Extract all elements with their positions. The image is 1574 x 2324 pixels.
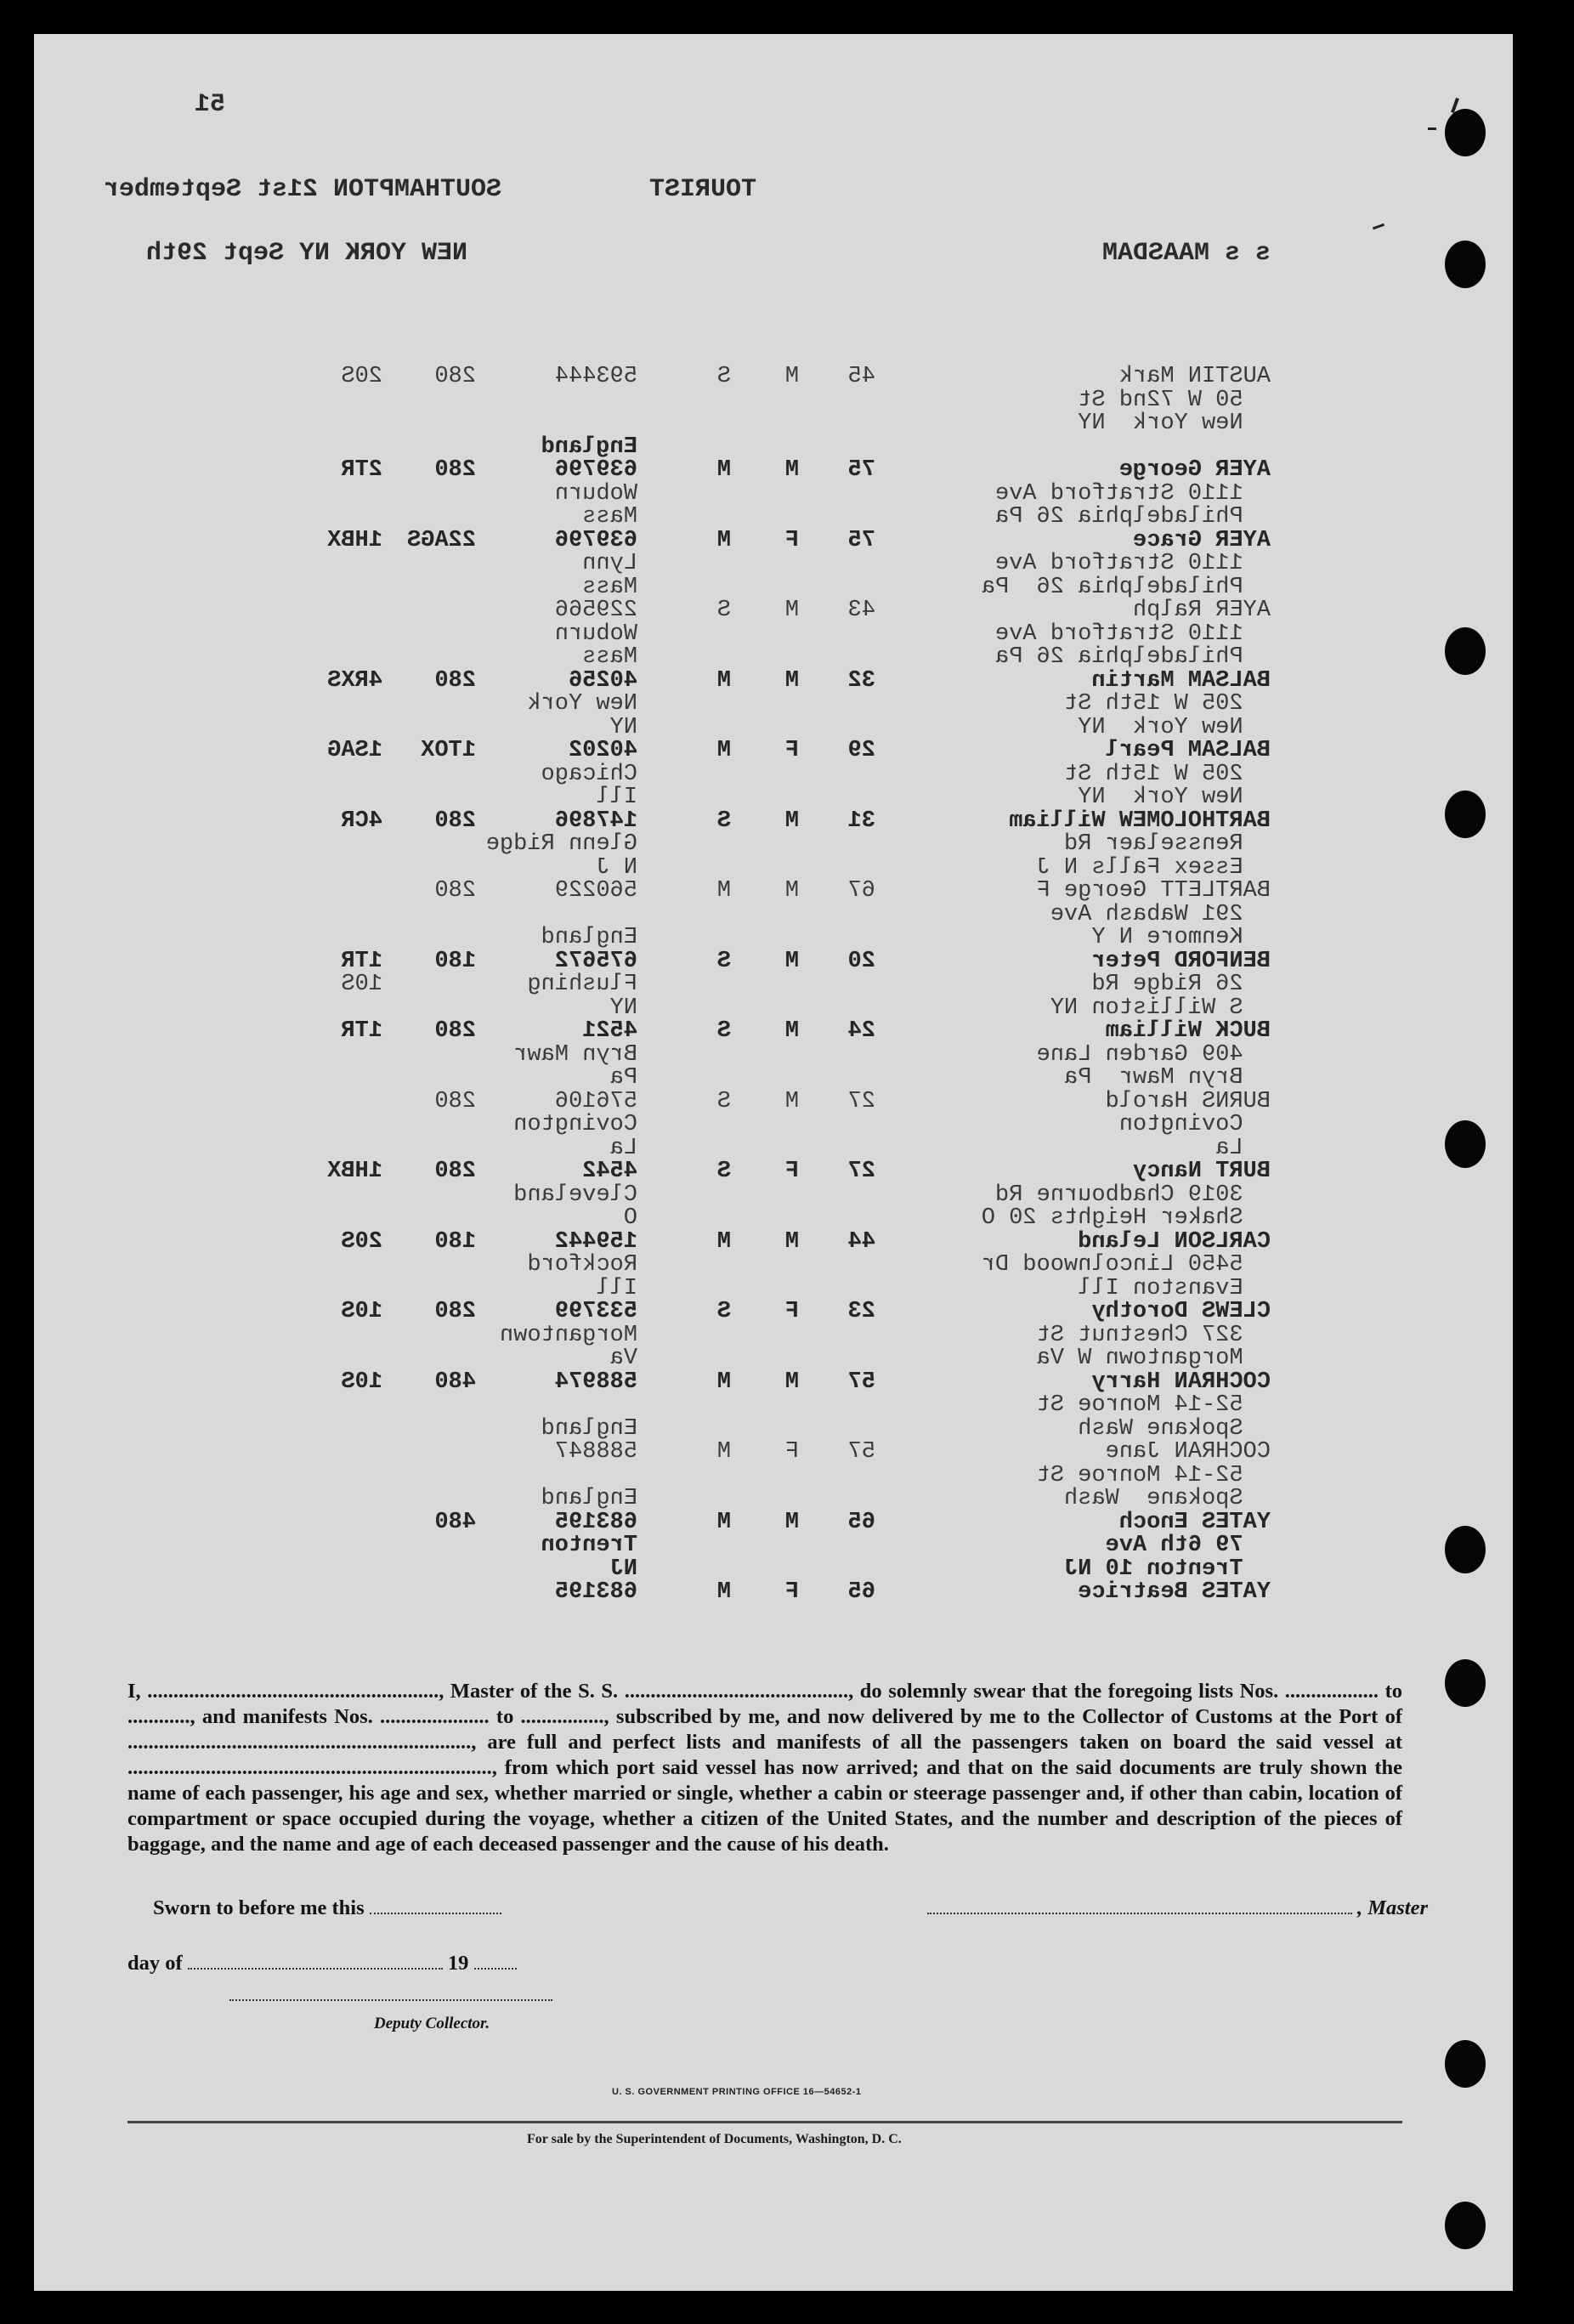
cell-name: S Williston NY <box>1050 995 1271 1021</box>
cell-no: 675672 <box>554 948 637 974</box>
cell-sex: M <box>784 948 799 974</box>
cell-name: AYER Grace <box>1132 527 1271 553</box>
manifest-row <box>34 366 1513 389</box>
manifest-row <box>34 810 1513 834</box>
master-label: , Master <box>1356 1896 1428 1919</box>
manifest-row <box>34 459 1513 483</box>
punch-hole <box>1445 2040 1486 2088</box>
cell-name: New York NY <box>1078 785 1271 810</box>
cell-name: CLEWS Dorothy <box>1091 1299 1271 1324</box>
manifest-row <box>34 1114 1513 1137</box>
cell-cmp: 10S <box>341 1299 382 1324</box>
cell-no: Pa <box>609 1065 637 1091</box>
cell-age: 65 <box>847 1509 875 1535</box>
cell-no: N J <box>596 854 637 881</box>
manifest-row <box>34 1228 1513 1255</box>
master-signature <box>927 1896 1428 1920</box>
cell-name: YATES Beatrice <box>1078 1579 1271 1605</box>
cell-cmp: 10S <box>341 972 382 997</box>
cell-ms: S <box>716 364 731 389</box>
cell-cls: 180 <box>434 1228 476 1255</box>
cell-no: 683195 <box>554 1509 637 1535</box>
cell-name: New York NY <box>1078 411 1271 436</box>
cell-no: Chicago <box>541 761 637 787</box>
manifest-row <box>34 880 1513 904</box>
manifest-row <box>34 436 1513 460</box>
printer-imprint: U. S. GOVERNMENT PRINTING OFFICE 16—54652-1 <box>612 2087 862 2097</box>
cell-name: 409 Garden Lane <box>1036 1041 1271 1068</box>
sale-notice: For sale by the Superintendent of Documents, Washington, D. C. <box>527 2132 902 2146</box>
manifest-row <box>34 667 1513 694</box>
cell-sex: M <box>784 878 799 904</box>
cell-name: New York NY <box>1078 714 1271 740</box>
cell-cmp: 20S <box>341 1228 382 1255</box>
cell-no: 593444 <box>554 364 637 389</box>
cell-no: Ill <box>596 785 637 810</box>
cell-age: 44 <box>847 1228 875 1255</box>
cell-name: 1110 Stratford Ave <box>994 551 1271 576</box>
cell-cmp: 4CR <box>341 808 382 834</box>
cell-sex: F <box>784 1159 799 1184</box>
cell-name: Spokane Wash <box>1063 1486 1271 1511</box>
cell-sex: M <box>784 1369 799 1395</box>
punch-hole <box>1445 109 1486 156</box>
cell-ms: M <box>716 878 731 904</box>
cell-name: 52-14 Monroe St <box>1036 1392 1271 1418</box>
manifest-row <box>34 1462 1513 1488</box>
cell-name: 3019 Chadbourne Rd <box>994 1182 1271 1208</box>
cell-cls: 280 <box>434 1088 476 1114</box>
manifest-row <box>34 1488 1513 1511</box>
cell-name: 1110 Stratford Ave <box>994 480 1271 507</box>
bleed-through-text <box>34 34 1513 1649</box>
cell-no: Trenton <box>541 1533 637 1558</box>
cell-no: 576106 <box>554 1088 637 1114</box>
cell-name: Bryn Mawr Pa <box>1063 1065 1271 1091</box>
cell-no: Morgantown <box>499 1322 637 1348</box>
manifest-row <box>34 1020 1513 1044</box>
cell-no: 639796 <box>554 457 637 483</box>
cell-no: England <box>541 1415 637 1442</box>
manifest-row <box>34 786 1513 810</box>
cell-sex: F <box>784 527 799 553</box>
manifest-row <box>34 1160 1513 1184</box>
year-line <box>474 1951 517 1970</box>
cell-age: 45 <box>847 364 875 389</box>
cell-sex: M <box>784 1509 799 1535</box>
cell-name: BENFORD Peter <box>1091 948 1271 974</box>
manifest-row <box>34 854 1513 881</box>
cell-name: Trenton 10 NJ <box>1063 1556 1271 1582</box>
cell-no: 159442 <box>554 1228 637 1255</box>
cell-cls: 280 <box>434 457 476 483</box>
cell-name: Philadelphia 26 Pa <box>981 574 1271 600</box>
manifest-row <box>34 1207 1513 1231</box>
cell-cls: 280 <box>434 878 476 904</box>
manifest-row <box>34 623 1513 647</box>
arrival-line: NEW YORK NY Sept 29th <box>145 239 467 268</box>
cell-age: 67 <box>847 878 875 904</box>
manifest-row <box>34 714 1513 740</box>
cell-name: BURNS Harold <box>1105 1088 1271 1114</box>
cell-no: 533799 <box>554 1299 637 1324</box>
cell-cls: 22AGS <box>406 527 476 553</box>
cell-ms: S <box>716 1159 731 1184</box>
cell-ms: M <box>716 1369 731 1395</box>
cell-name: Kenmore N Y <box>1091 925 1271 950</box>
cell-cmp: 10S <box>341 1369 382 1395</box>
cell-sex: F <box>784 738 799 763</box>
cell-cls: 480 <box>434 1369 476 1395</box>
cell-name: 5450 Lincolnwood Dr <box>981 1252 1271 1278</box>
cell-name: CARLSON Leland <box>1078 1228 1271 1255</box>
cell-no: 4521 <box>582 1018 637 1044</box>
cell-no: Mass <box>582 504 637 530</box>
punch-hole <box>1445 2202 1486 2249</box>
passenger-rows <box>34 366 1513 1605</box>
cell-cls: 480 <box>434 1509 476 1535</box>
cell-no: Mass <box>582 644 637 670</box>
cell-no: Covington <box>513 1112 637 1137</box>
cell-name: Shaker Heights 20 O <box>981 1205 1271 1231</box>
cell-age: 20 <box>847 948 875 974</box>
pencil-mark <box>1428 128 1436 130</box>
cell-cls: 180 <box>434 948 476 974</box>
cell-ms: S <box>716 808 731 834</box>
sworn-line <box>153 1896 1428 1920</box>
manifest-row <box>34 1324 1513 1348</box>
sworn-date-line <box>370 1896 501 1914</box>
cell-ms: M <box>716 1509 731 1535</box>
cell-sex: F <box>784 1439 799 1465</box>
manifest-row <box>34 997 1513 1021</box>
cell-no: New York <box>527 691 637 717</box>
footer-rule <box>127 2121 1402 2123</box>
cell-name: 327 Chestnut St <box>1036 1322 1271 1348</box>
cell-ms: S <box>716 1299 731 1324</box>
cell-no: 683195 <box>554 1579 637 1605</box>
cell-sex: M <box>784 457 799 483</box>
manifest-row <box>34 1371 1513 1395</box>
day-of-line <box>127 1951 517 1975</box>
manifest-row <box>34 1558 1513 1582</box>
cell-ms: M <box>716 667 731 694</box>
cell-no: NJ <box>609 1556 637 1582</box>
cell-age: 57 <box>847 1369 875 1395</box>
cell-no: Glenn Ridge <box>485 831 637 857</box>
cell-no: 560229 <box>554 878 637 904</box>
cell-name: COCHRAN Jane <box>1105 1439 1271 1465</box>
cell-no: England <box>541 1486 637 1511</box>
cell-ms: M <box>716 1439 731 1465</box>
deputy-collector-label: Deputy Collector. <box>374 2015 490 2032</box>
cell-age: 43 <box>847 598 875 623</box>
cell-name: Philadelphia 26 Pa <box>994 504 1271 530</box>
cell-cls: 280 <box>434 1018 476 1044</box>
cell-ms: M <box>716 527 731 553</box>
manifest-row <box>34 950 1513 974</box>
cell-sex: M <box>784 598 799 623</box>
manifest-row <box>34 973 1513 997</box>
cell-cls: 280 <box>434 364 476 389</box>
manifest-row <box>34 1394 1513 1418</box>
cell-no: Bryn Mawr <box>513 1041 637 1068</box>
cell-no: Lynn <box>582 551 637 576</box>
cell-ms: S <box>716 1018 731 1044</box>
year-label: 19 <box>447 1952 469 1975</box>
cell-no: Flushing <box>527 972 637 997</box>
cell-cmp: 1TR <box>341 948 382 974</box>
cell-name: AUSTIN Mark <box>1118 364 1271 389</box>
manifest-row <box>34 1041 1513 1068</box>
manifest-row <box>34 1415 1513 1442</box>
cell-no: La <box>609 1135 637 1161</box>
punch-hole <box>1445 1120 1486 1168</box>
cell-name: La <box>1215 1135 1271 1161</box>
cell-ms: M <box>716 1228 731 1255</box>
cell-name: 79 6th Ave <box>1105 1533 1271 1558</box>
oath-paragraph: I, ........................................................, Master of the S. S. ..........................................., do solemnly swear that the foregoing lists Nos. .................. to ............, and manifests Nos. ..................... to ................, subscribed by me, and now delivered by me to the Collector of Customs at the Port of .................................................................., are full and perfect lists and manifests of all the passengers taken on board the said vessel at ......................................................................, from which port said vessel has now arrived; and that on the said documents are truly shown the name of each passenger, his age and sex, whether married or single, whether a cabin or steerage passenger and, if other than cabin, location of compartment or space occupied during the voyage, whether a citizen of the United States, and the number and description of the pieces of baggage, and the name and age of each deceased passenger and the cause of his death. <box>127 1680 1402 1856</box>
cell-name: BALSAM Martin <box>1091 667 1271 694</box>
cell-cmp: 1TR <box>341 1018 382 1044</box>
cell-sex: M <box>784 364 799 389</box>
cell-name: 52-14 Monroe St <box>1036 1462 1271 1488</box>
cell-name: Essex Falls N J <box>1036 854 1271 881</box>
cell-name: COCHRAN Harry <box>1091 1369 1271 1395</box>
manifest-row <box>34 1534 1513 1558</box>
manifest-row <box>34 901 1513 927</box>
manifest-row <box>34 1301 1513 1324</box>
manifest-row <box>34 1511 1513 1535</box>
cell-age: 57 <box>847 1439 875 1465</box>
cell-no: Woburn <box>554 480 637 507</box>
manifest-row <box>34 1254 1513 1278</box>
cell-cmp: 1SAG <box>327 738 382 763</box>
cell-ms: M <box>716 457 731 483</box>
cell-name: BUCK William <box>1105 1018 1271 1044</box>
cell-ms: S <box>716 948 731 974</box>
punch-hole <box>1445 627 1486 675</box>
cell-cmp: 2TR <box>341 457 382 483</box>
cell-no: NY <box>609 714 637 740</box>
day-line <box>188 1951 443 1970</box>
cell-name: Evanston Ill <box>1078 1275 1271 1301</box>
sworn-label: Sworn to before me this <box>153 1896 365 1919</box>
cell-age: 24 <box>847 1018 875 1044</box>
cell-ms: M <box>716 1579 731 1605</box>
cell-name: AYER George <box>1118 457 1271 483</box>
day-of-label: day of <box>127 1952 183 1975</box>
cell-sex: M <box>784 808 799 834</box>
cell-age: 27 <box>847 1159 875 1184</box>
manifest-row <box>34 480 1513 507</box>
cell-no: 147896 <box>554 808 637 834</box>
cell-no: 4542 <box>582 1159 637 1184</box>
cell-no: NY <box>609 995 637 1021</box>
cell-no: 588847 <box>554 1439 637 1465</box>
cell-cmp: 1HBX <box>327 1159 382 1184</box>
cell-no: England <box>541 434 637 460</box>
cell-name: Spokane Wash <box>1078 1415 1271 1442</box>
cell-name: BARTLETT George F <box>1036 878 1271 904</box>
cell-name: 1110 Stratford Ave <box>994 621 1271 647</box>
cell-no: Woburn <box>554 621 637 647</box>
cell-sex: M <box>784 667 799 694</box>
manifest-sheet <box>34 34 1513 2291</box>
manifest-row <box>34 1581 1513 1605</box>
cell-no: 40202 <box>568 738 637 763</box>
cell-sex: F <box>784 1299 799 1324</box>
cell-sex: F <box>784 1579 799 1605</box>
cell-age: 31 <box>847 808 875 834</box>
cell-no: Ill <box>596 1275 637 1301</box>
manifest-row <box>34 833 1513 857</box>
cell-ms: M <box>716 738 731 763</box>
cell-cmp: 1HBX <box>327 527 382 553</box>
cell-age: 29 <box>847 738 875 763</box>
manifest-row <box>34 1275 1513 1301</box>
vessel-name: s s MAASDAM <box>1101 239 1271 268</box>
manifest-row <box>34 1137 1513 1161</box>
cell-no: Cleveland <box>513 1182 637 1208</box>
cell-sex: M <box>784 1088 799 1114</box>
manifest-row <box>34 1441 1513 1465</box>
cell-age: 65 <box>847 1579 875 1605</box>
manifest-row <box>34 412 1513 436</box>
cell-cls: 280 <box>434 808 476 834</box>
punch-hole <box>1445 791 1486 838</box>
cell-cls: 280 <box>434 1159 476 1184</box>
cell-age: 75 <box>847 527 875 553</box>
cell-name: Covington <box>1118 1112 1271 1137</box>
manifest-row <box>34 389 1513 413</box>
cell-name: 50 W 72nd St <box>1078 387 1271 413</box>
master-signature-line <box>927 1896 1352 1914</box>
manifest-row <box>34 1088 1513 1114</box>
cell-age: 27 <box>847 1088 875 1114</box>
manifest-row <box>34 1067 1513 1091</box>
cell-no: England <box>541 925 637 950</box>
manifest-row <box>34 927 1513 950</box>
cell-ms: S <box>716 1088 731 1114</box>
cell-name: BALSAM Pearl <box>1105 738 1271 763</box>
cell-age: 75 <box>847 457 875 483</box>
punch-hole <box>1445 1526 1486 1573</box>
manifest-row <box>34 576 1513 600</box>
cell-name: AYER Ralph <box>1132 598 1271 623</box>
cell-name: BARTHOLOMEW William <box>1009 808 1271 834</box>
cell-cls: 280 <box>434 667 476 694</box>
manifest-row <box>34 740 1513 763</box>
cell-name: 26 Ridge Rd <box>1091 972 1271 997</box>
cell-no: 229566 <box>554 598 637 623</box>
cell-name: Philadelphia 26 Pa <box>994 644 1271 670</box>
cell-no: Va <box>609 1346 637 1371</box>
cell-name: 205 W 15th St <box>1063 691 1271 717</box>
cell-no: O <box>623 1205 637 1231</box>
cell-no: 40256 <box>568 667 637 694</box>
manifest-row <box>34 506 1513 530</box>
cell-no: Mass <box>582 574 637 600</box>
cell-no: Rockford <box>527 1252 637 1278</box>
punch-hole <box>1445 241 1486 288</box>
cell-name: Morgantown W Va <box>1036 1346 1271 1371</box>
punch-hole <box>1445 1659 1486 1707</box>
cell-name: Rensselaer Rd <box>1063 831 1271 857</box>
cell-name: 205 W 15th St <box>1063 761 1271 787</box>
cell-name: YATES Enoch <box>1118 1509 1271 1535</box>
oath-block <box>127 1679 1402 1857</box>
cell-age: 23 <box>847 1299 875 1324</box>
cell-cls: 280 <box>434 1299 476 1324</box>
manifest-row <box>34 763 1513 787</box>
manifest-row <box>34 646 1513 670</box>
manifest-row <box>34 599 1513 623</box>
manifest-row <box>34 1184 1513 1208</box>
cell-name: BURT Nancy <box>1132 1159 1271 1184</box>
cell-sex: M <box>784 1018 799 1044</box>
class-label: TOURIST <box>648 175 756 204</box>
cell-sex: M <box>784 1228 799 1255</box>
cell-no: 639796 <box>554 527 637 553</box>
manifest-row <box>34 1347 1513 1371</box>
cell-ms: S <box>716 598 731 623</box>
cell-no: 588974 <box>554 1369 637 1395</box>
cell-name: 291 Wabash Ave <box>1050 901 1271 927</box>
page-number: 51 <box>194 90 225 119</box>
manifest-row <box>34 553 1513 576</box>
cell-cls: 1TOX <box>421 738 476 763</box>
collector-signature-line <box>229 1999 552 2001</box>
departure-line: SOUTHAMPTON 21st September <box>103 175 501 204</box>
cell-cmp: 4RXS <box>327 667 382 694</box>
cell-cmp: 20S <box>341 364 382 389</box>
manifest-row <box>34 527 1513 553</box>
cell-age: 32 <box>847 667 875 694</box>
manifest-row <box>34 693 1513 717</box>
